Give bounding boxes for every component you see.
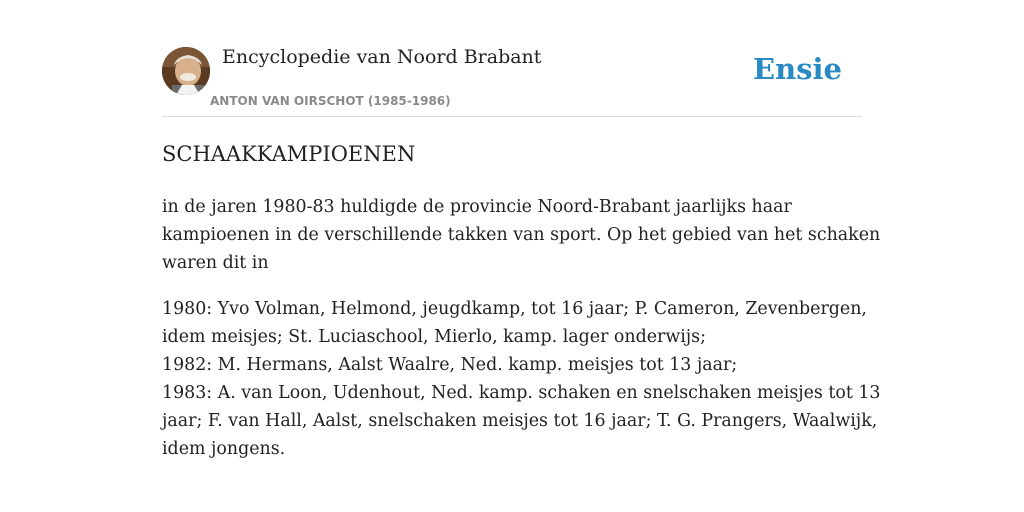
- brand-logo[interactable]: Ensie: [753, 52, 842, 86]
- text-line: idem meisjes; St. Luciaschool, Mierlo, kamp. lager onderwijs;: [162, 327, 706, 347]
- text-line: waren dit in: [162, 253, 269, 273]
- text-line: in de jaren 1980-83 huldigde de provincie Noord-Brabant jaarlijks haar: [162, 197, 792, 217]
- text-line: kampioenen in de verschillende takken van sport. Op het gebied van het schaken: [162, 225, 881, 245]
- text-line: 1980: Yvo Volman, Helmond, jeugdkamp, tot 16 jaar; P. Cameron, Zevenbergen,: [162, 299, 867, 319]
- text-line: 1983: A. van Loon, Udenhout, Ned. kamp. schaken en snelschaken meisjes tot 13: [162, 383, 881, 403]
- text-line: 1982: M. Hermans, Aalst Waalre, Ned. kamp. meisjes tot 13 jaar;: [162, 355, 738, 375]
- source-title[interactable]: Encyclopedie van Noord Brabant: [222, 46, 542, 68]
- author-portrait-icon: [162, 47, 210, 95]
- article-header: [162, 0, 862, 117]
- text-line: idem jongens.: [162, 439, 286, 459]
- article-body: [162, 295, 881, 463]
- article-card: [162, 0, 881, 459]
- article-intro: [162, 193, 881, 277]
- article-title: SCHAAKKAMPIOENEN: [162, 142, 416, 166]
- author-avatar[interactable]: [162, 47, 210, 95]
- text-line: jaar; F. van Hall, Aalst, snelschaken meisjes tot 16 jaar; T. G. Prangers, Waalwijk,: [162, 411, 878, 431]
- author-name: ANTON VAN OIRSCHOT (1985-1986): [210, 94, 451, 108]
